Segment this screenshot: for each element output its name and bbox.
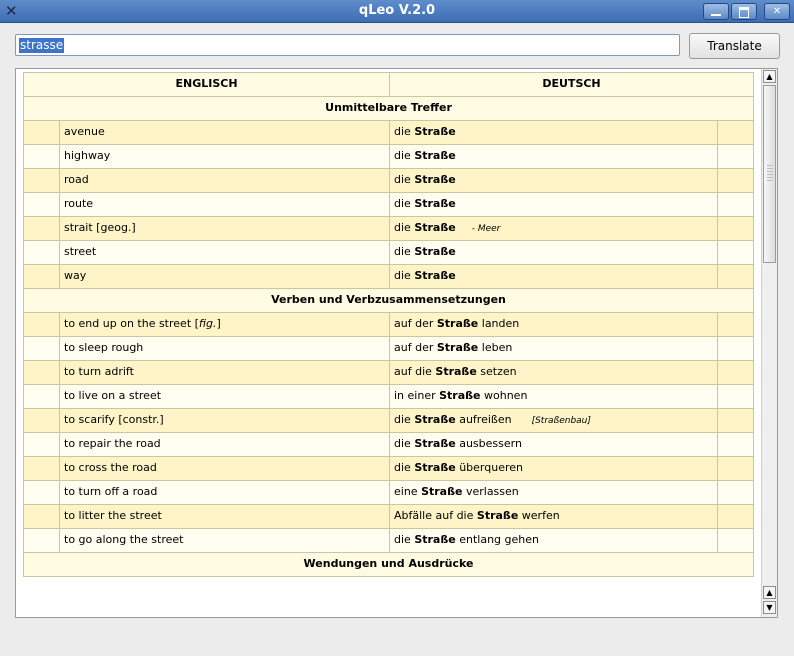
english-term[interactable]: to sleep rough [60,337,390,361]
german-term[interactable]: die Straße überqueren [390,457,718,481]
row-gutter [24,169,60,193]
row-gutter [24,481,60,505]
row-gutter-right [718,409,754,433]
english-term[interactable]: strait [geog.] [60,217,390,241]
table-row[interactable] [24,193,754,217]
row-gutter-right [718,169,754,193]
table-row[interactable] [24,505,754,529]
german-term[interactable]: auf der Straße landen [390,313,718,337]
english-term[interactable]: to repair the road [60,433,390,457]
german-term[interactable]: die Straße - Meer [390,217,718,241]
row-gutter [24,337,60,361]
results-table [23,72,754,577]
row-gutter-right [718,385,754,409]
german-term[interactable]: eine Straße verlassen [390,481,718,505]
row-gutter-right [718,433,754,457]
section-title: Verben und Verbzusammensetzungen [24,289,754,313]
header-englisch: ENGLISCH [24,73,390,97]
table-row[interactable] [24,361,754,385]
results-panel [15,68,778,618]
german-term[interactable]: in einer Straße wohnen [390,385,718,409]
table-row[interactable] [24,217,754,241]
results-content [16,69,761,617]
german-term[interactable]: die Straße [390,169,718,193]
row-gutter [24,217,60,241]
row-gutter-right [718,313,754,337]
english-term[interactable]: street [60,241,390,265]
table-row[interactable] [24,313,754,337]
table-row[interactable] [24,481,754,505]
row-gutter-right [718,121,754,145]
usage-note: - Meer [471,224,501,234]
table-row[interactable] [24,121,754,145]
row-gutter [24,457,60,481]
german-term[interactable]: die Straße [390,265,718,289]
search-input-value: strasse [20,38,64,52]
row-gutter [24,265,60,289]
german-term[interactable]: Abfälle auf die Straße werfen [390,505,718,529]
table-header-row [24,73,754,97]
row-gutter [24,505,60,529]
row-gutter-right [718,193,754,217]
german-term[interactable]: die Straße [390,121,718,145]
row-gutter [24,121,60,145]
row-gutter-right [718,217,754,241]
row-gutter [24,529,60,553]
english-term[interactable]: to litter the street [60,505,390,529]
row-gutter [24,313,60,337]
translate-button[interactable]: Translate [689,33,780,59]
table-row[interactable] [24,337,754,361]
english-term[interactable]: way [60,265,390,289]
row-gutter-right [718,265,754,289]
german-term[interactable]: die Straße ausbessern [390,433,718,457]
table-row[interactable] [24,433,754,457]
section-row [24,553,754,577]
section-title: Unmittelbare Treffer [24,97,754,121]
app-icon[interactable]: ✕ [5,2,18,20]
scroll-up-small-icon[interactable]: ▲ [763,586,776,599]
german-term[interactable]: die Straße [390,193,718,217]
section-title: Wendungen und Ausdrücke [24,553,754,577]
english-term[interactable]: to go along the street [60,529,390,553]
title-bar [0,0,794,23]
table-row[interactable] [24,529,754,553]
section-row [24,97,754,121]
row-gutter [24,385,60,409]
table-row[interactable] [24,385,754,409]
table-row[interactable] [24,265,754,289]
table-row[interactable] [24,457,754,481]
german-term[interactable]: auf der Straße leben [390,337,718,361]
table-row[interactable] [24,169,754,193]
scroll-up-icon[interactable]: ▲ [763,70,776,83]
table-row[interactable] [24,241,754,265]
scroll-down-icon[interactable]: ▼ [763,601,776,614]
window-title: qLeo V.2.0 [358,3,436,18]
row-gutter [24,193,60,217]
english-term[interactable]: route [60,193,390,217]
row-gutter [24,361,60,385]
row-gutter-right [718,481,754,505]
english-term[interactable]: to turn off a road [60,481,390,505]
row-gutter-right [718,337,754,361]
minimize-button[interactable] [703,3,729,20]
english-term[interactable]: to turn adrift [60,361,390,385]
english-term[interactable]: highway [60,145,390,169]
grip-icon [767,165,773,181]
german-term[interactable]: die Straße entlang gehen [390,529,718,553]
german-term[interactable]: auf die Straße setzen [390,361,718,385]
close-button[interactable]: ✕ [764,3,790,20]
english-term[interactable]: road [60,169,390,193]
usage-note: [Straßenbau] [531,416,591,426]
vertical-scrollbar[interactable] [761,69,777,617]
row-gutter-right [718,145,754,169]
english-term[interactable]: to cross the road [60,457,390,481]
german-term[interactable]: die Straße [390,145,718,169]
row-gutter [24,145,60,169]
english-term[interactable]: to scarify [constr.] [60,409,390,433]
maximize-button[interactable] [731,3,757,20]
row-gutter [24,433,60,457]
table-row[interactable] [24,145,754,169]
section-row [24,289,754,313]
table-row[interactable] [24,409,754,433]
german-term[interactable]: die Straße [390,241,718,265]
row-gutter-right [718,505,754,529]
row-gutter-right [718,457,754,481]
row-gutter-right [718,241,754,265]
row-gutter [24,241,60,265]
header-deutsch: DEUTSCH [390,73,754,97]
row-gutter-right [718,361,754,385]
row-gutter-right [718,529,754,553]
english-term[interactable]: to live on a street [60,385,390,409]
row-gutter [24,409,60,433]
search-input[interactable] [15,34,680,56]
english-term[interactable]: to end up on the street [fig.] [60,313,390,337]
english-term[interactable]: avenue [60,121,390,145]
german-term[interactable]: die Straße aufreißen [Straßenbau] [390,409,718,433]
scroll-thumb[interactable] [763,85,776,263]
